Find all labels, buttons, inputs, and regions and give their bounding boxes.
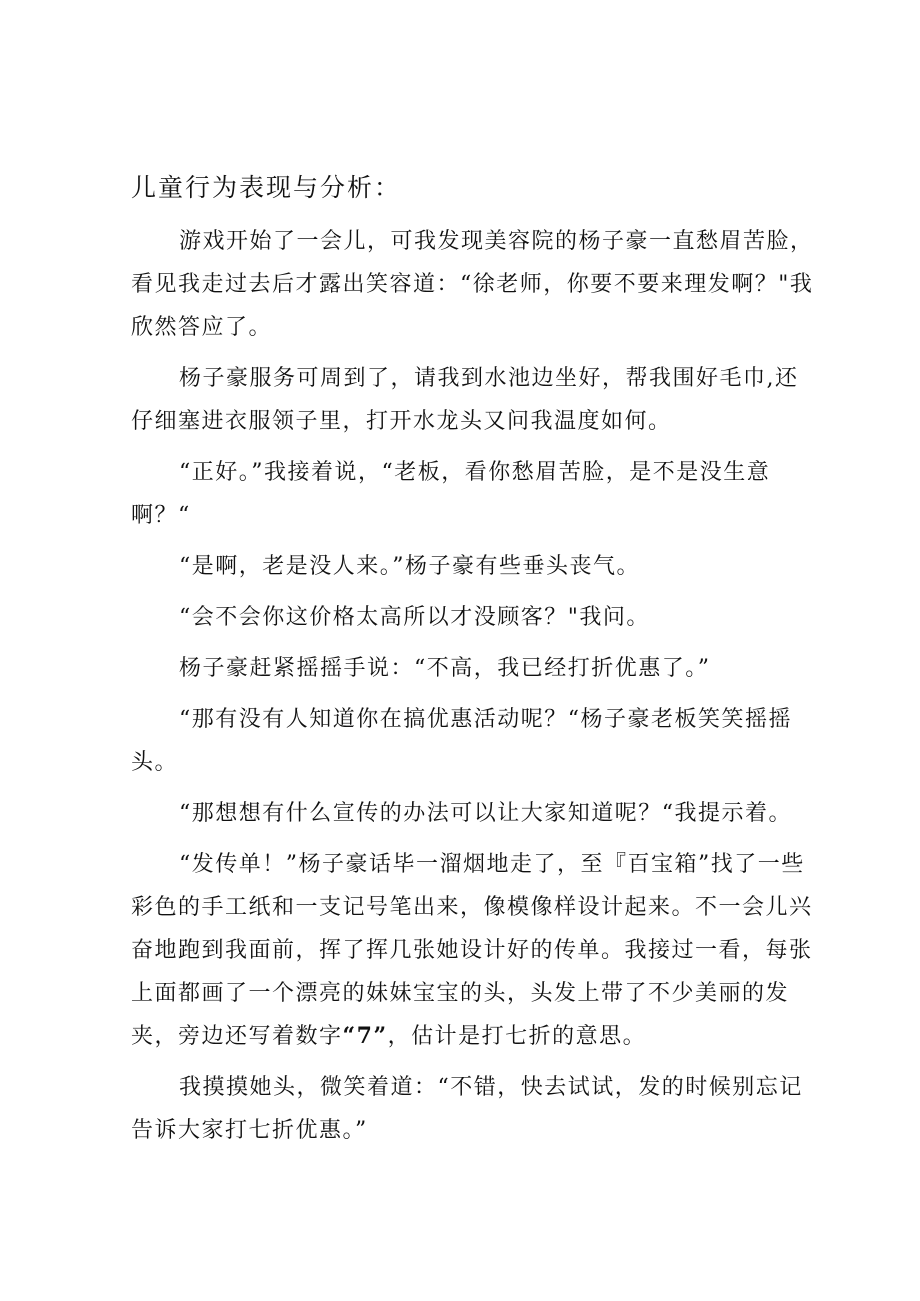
paragraph: 游戏开始了一会儿，可我发现美容院的杨子豪一直愁眉苦脸，看见我走过去后才露出笑容道：“徐老师，你要不要来理发啊？"我欣然答应了。 [131,229,814,340]
paragraph [131,843,821,1058]
paragraph: “那有没有人知道你在搞优惠活动呢？“杨子豪老板笑笑摇摇头。 [131,707,792,775]
emphasized-number: “7” [342,1023,388,1049]
paragraph: “那想想有什么宣传的办法可以让大家知道呢？“我提示着。 [179,801,792,826]
document-body [131,220,821,1160]
paragraph: 杨子豪服务可周到了，请我到水池边坐好，帮我围好毛巾,还仔细塞进衣服领子里，打开水龙头又问我温度如何。 [131,366,799,434]
paragraph: 杨子豪赶紧摇摇手说：“不高，我已经打折优惠了。” [179,656,711,681]
paragraph-text: “发传单！”杨子豪话毕一溜烟地走了，至『百宝箱”找了一些彩色的手工纸和一支记号笔出来，像模像样设计起来。不一会儿兴奋地跑到我面前，挥了挥几张她设计好的传单。我接过一看，每张上面都画了一个漂亮的妹妹宝宝的头，头发上带了不少美丽的发夹，旁边还写着数字 [131,852,813,1049]
section-heading: 儿童行为表现与分析： [131,173,402,202]
paragraph: 我摸摸她头，微笑着道：“不错，快去试试，发的时候别忘记告诉大家打七折优惠。” [131,1075,803,1143]
paragraph: “会不会你这价格太高所以才没顾客？"我问。 [179,605,650,630]
paragraph: “是啊，老是没人来。”杨子豪有些垂头丧气。 [179,554,640,579]
paragraph-text: ，估计是打七折的意思。 [387,1024,647,1049]
paragraph: “正好。”我接着说，“老板，看你愁眉苦脸，是不是没生意啊？“ [131,460,771,528]
